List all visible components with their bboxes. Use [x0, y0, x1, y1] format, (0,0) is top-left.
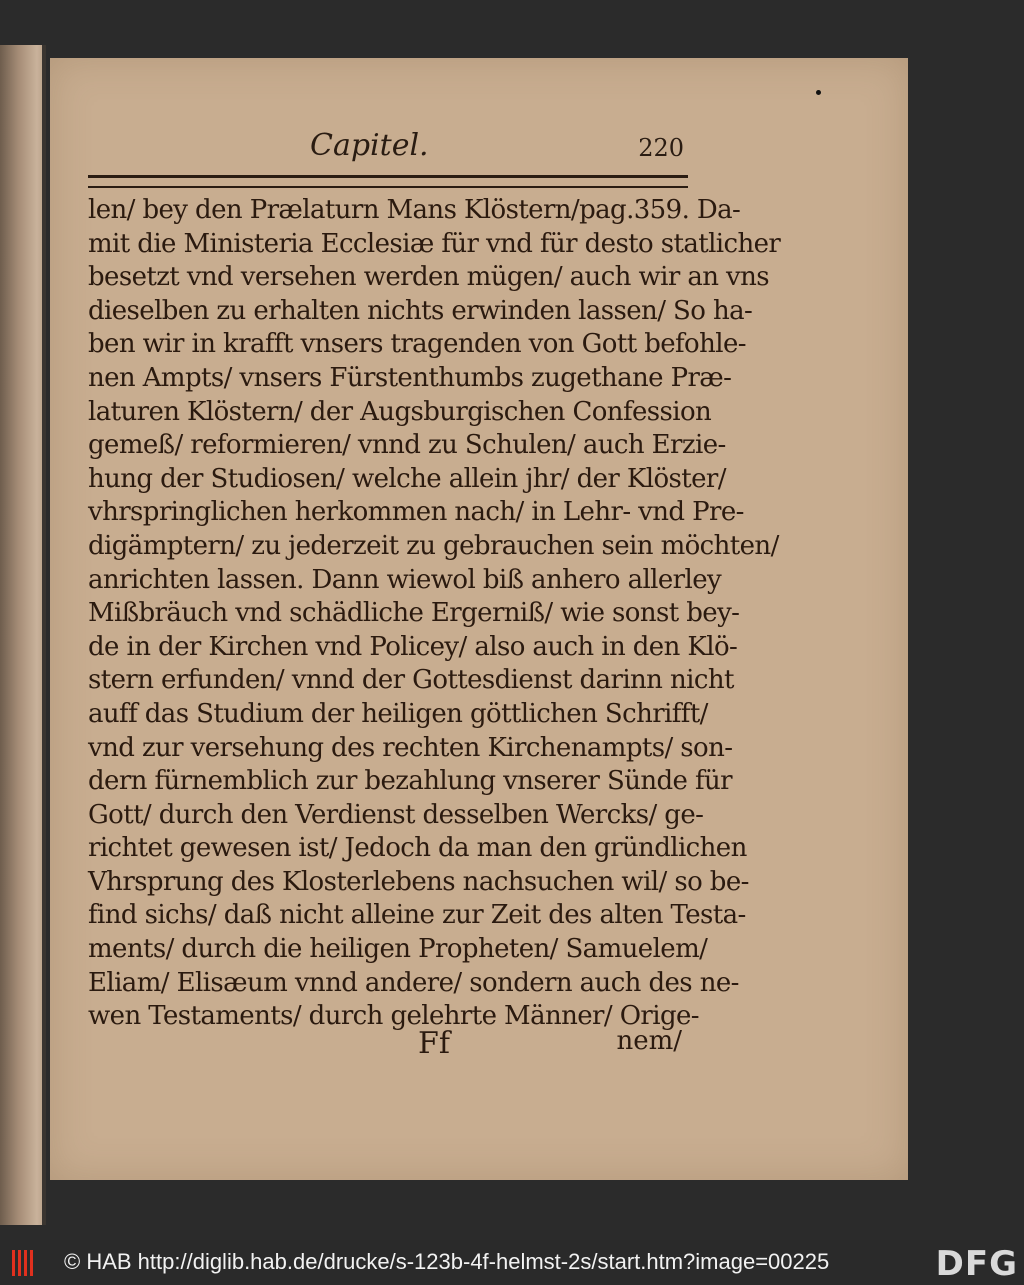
text-line: find sichs/ daß nicht alleine zur Zeit des alten Testa-: [88, 900, 746, 931]
running-header: [90, 128, 690, 168]
text-line: Eliam/ Elisæum vnnd andere/ sondern auch des ne-: [88, 967, 739, 998]
header-rule: [88, 175, 688, 188]
text-line: vhrspringlichen herkommen nach/ in Lehr- vnd Pre-: [88, 497, 744, 528]
text-line: hung der Studiosen/ welche allein jhr/ der Klöster/: [88, 463, 726, 494]
catchword: nem/: [616, 1026, 682, 1056]
text-line: len/ bey den Prælaturn Mans Klöstern/pag.359. Da-: [88, 195, 741, 225]
text-line: anrichten lassen. Dann wiewol biß anhero allerley: [88, 564, 722, 595]
text-line: vnd zur versehung des rechten Kirchenampts/ son-: [88, 732, 733, 763]
page-foot: [88, 1026, 690, 1062]
body-text: [88, 194, 781, 1034]
previous-page-edge: [0, 45, 46, 1225]
copyright-link[interactable]: © HAB http://diglib.hab.de/drucke/s-123b-4f-helmst-2s/start.htm?image=00225: [64, 1249, 830, 1274]
text-line: Vhrsprung des Klosterlebens nachsuchen wil/ so be-: [88, 866, 749, 897]
text-line: gemeß/ reformieren/ vnnd zu Schulen/ auch Erzie-: [88, 430, 726, 461]
text-line: de in der Kirchen vnd Policey/ also auch in den Klö-: [88, 631, 738, 662]
text-line: richtet gewesen ist/ Jedoch da man den gründlichen: [88, 833, 747, 864]
signature-mark: Ff: [418, 1026, 450, 1061]
hab-logo-icon: [12, 1250, 42, 1276]
text-line: besetzt vnd versehen werden mügen/ auch wir an vns: [88, 262, 770, 293]
running-title: Capitel.: [310, 128, 429, 163]
text-line: auff das Studium der heiligen göttlichen Schrifft/: [88, 698, 708, 729]
text-line: nen Ampts/ vnsers Fürstenthumbs zugethane Præ-: [88, 362, 732, 393]
speck-dot: [816, 90, 821, 95]
text-line: laturen Klöstern/ der Augsburgischen Confession: [88, 396, 712, 427]
text-line: wen Testaments/ durch gelehrte Männer/ Orige-: [88, 1001, 699, 1032]
page-number: 220: [638, 134, 684, 162]
text-line: Gott/ durch den Verdienst desselben Wercks/ ge-: [88, 799, 704, 830]
text-line: Mißbräuch vnd schädliche Ergerniß/ wie sonst bey-: [88, 598, 740, 629]
footer-bar: [0, 1240, 1024, 1285]
text-line: ben wir in krafft vnsers tragenden von Gott befohle-: [88, 329, 746, 360]
dfg-logo: DFG: [935, 1244, 1018, 1284]
text-line: digämptern/ zu jederzeit zu gebrauchen sein möchten/: [88, 530, 779, 561]
text-line: mit die Ministeria Ecclesiæ für vnd für desto statlicher: [88, 228, 781, 259]
text-line: ments/ durch die heiligen Propheten/ Samuelem/: [88, 934, 708, 965]
text-line: stern erfunden/ vnnd der Gottesdienst darinn nicht: [88, 665, 734, 696]
text-line: dern fürnemblich zur bezahlung vnserer Sünde für: [88, 766, 732, 797]
text-line: dieselben zu erhalten nichts erwinden lassen/ So ha-: [88, 295, 753, 326]
